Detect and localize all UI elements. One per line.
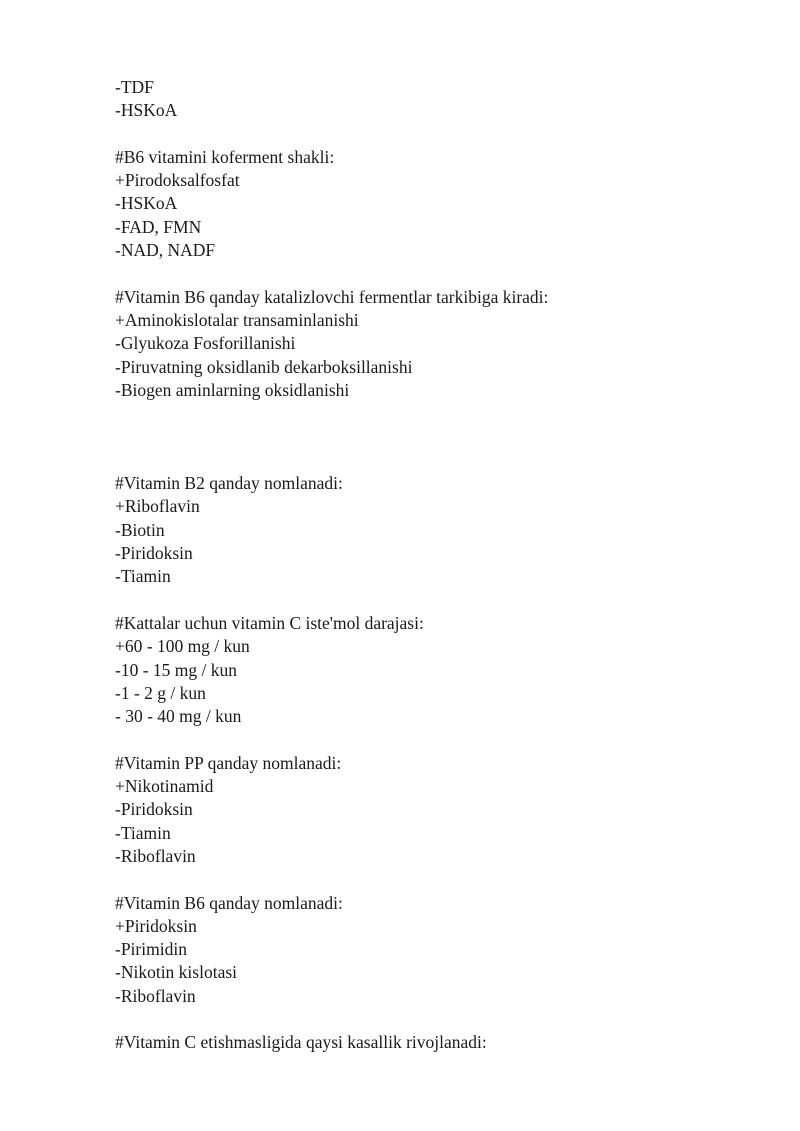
answer-option: -1 - 2 g / kun	[115, 682, 206, 703]
document-page	[115, 76, 755, 1055]
answer-option: +Aminokislotalar transaminlanishi	[115, 309, 359, 330]
question-block	[115, 612, 755, 728]
spacer	[115, 402, 755, 472]
answer-option: -Tiamin	[115, 822, 171, 843]
question-text: #B6 vitamini koferment shakli:	[115, 146, 335, 167]
answer-option: -TDF	[115, 77, 154, 97]
spacer	[115, 1008, 755, 1031]
answer-option: -Biogen aminlarning oksidlanishi	[115, 379, 350, 400]
spacer	[115, 123, 755, 146]
question-block	[115, 472, 755, 588]
answer-option: -FAD, FMN	[115, 216, 202, 237]
answer-option: -Pirimidin	[115, 939, 187, 960]
question-text: #Vitamin C etishmasligida qaysi kasallik rivojlanadi:	[115, 1032, 487, 1053]
question-block	[115, 892, 755, 1008]
answer-option: -Biotin	[115, 519, 165, 540]
answer-option: +Piridoksin	[115, 915, 197, 936]
question-text: #Vitamin B6 qanday katalizlovchi fermentlar tarkibiga kiradi:	[115, 286, 549, 307]
question-text: #Vitamin PP qanday nomlanadi:	[115, 752, 342, 773]
answer-option: - 30 - 40 mg / kun	[115, 706, 242, 727]
answer-option: -Nikotin kislotasi	[115, 962, 238, 983]
answer-option: -Tiamin	[115, 566, 171, 587]
answer-option: -Riboflavin	[115, 845, 196, 866]
question-block	[115, 146, 755, 262]
answer-option: +Riboflavin	[115, 496, 200, 517]
answer-option: +Pirodoksalfosfat	[115, 170, 240, 191]
spacer	[115, 262, 755, 285]
answer-option: -Piridoksin	[115, 799, 193, 820]
question-text: #Vitamin B2 qanday nomlanadi:	[115, 473, 343, 494]
answer-option: -10 - 15 mg / kun	[115, 659, 238, 680]
spacer	[115, 589, 755, 612]
answer-option: -HSKoA	[115, 193, 178, 214]
answer-option: -Riboflavin	[115, 985, 196, 1006]
spacer	[115, 868, 755, 891]
question-text: #Kattalar uchun vitamin C iste'mol darajasi:	[115, 612, 424, 633]
answer-option: +Nikotinamid	[115, 776, 214, 797]
question-text: #Vitamin B6 qanday nomlanadi:	[115, 892, 343, 913]
answer-option: -Piruvatning oksidlanib dekarboksillanishi	[115, 356, 413, 377]
answer-option: -NAD, NADF	[115, 240, 216, 261]
spacer	[115, 728, 755, 751]
question-block-continuation	[115, 76, 755, 123]
answer-option: -Piridoksin	[115, 543, 193, 564]
question-block	[115, 1031, 755, 1054]
question-block	[115, 752, 755, 868]
answer-option: -Glyukoza Fosforillanishi	[115, 333, 296, 354]
question-block	[115, 286, 755, 402]
answer-option: -HSKoA	[115, 100, 178, 121]
answer-option: +60 - 100 mg / kun	[115, 636, 250, 657]
